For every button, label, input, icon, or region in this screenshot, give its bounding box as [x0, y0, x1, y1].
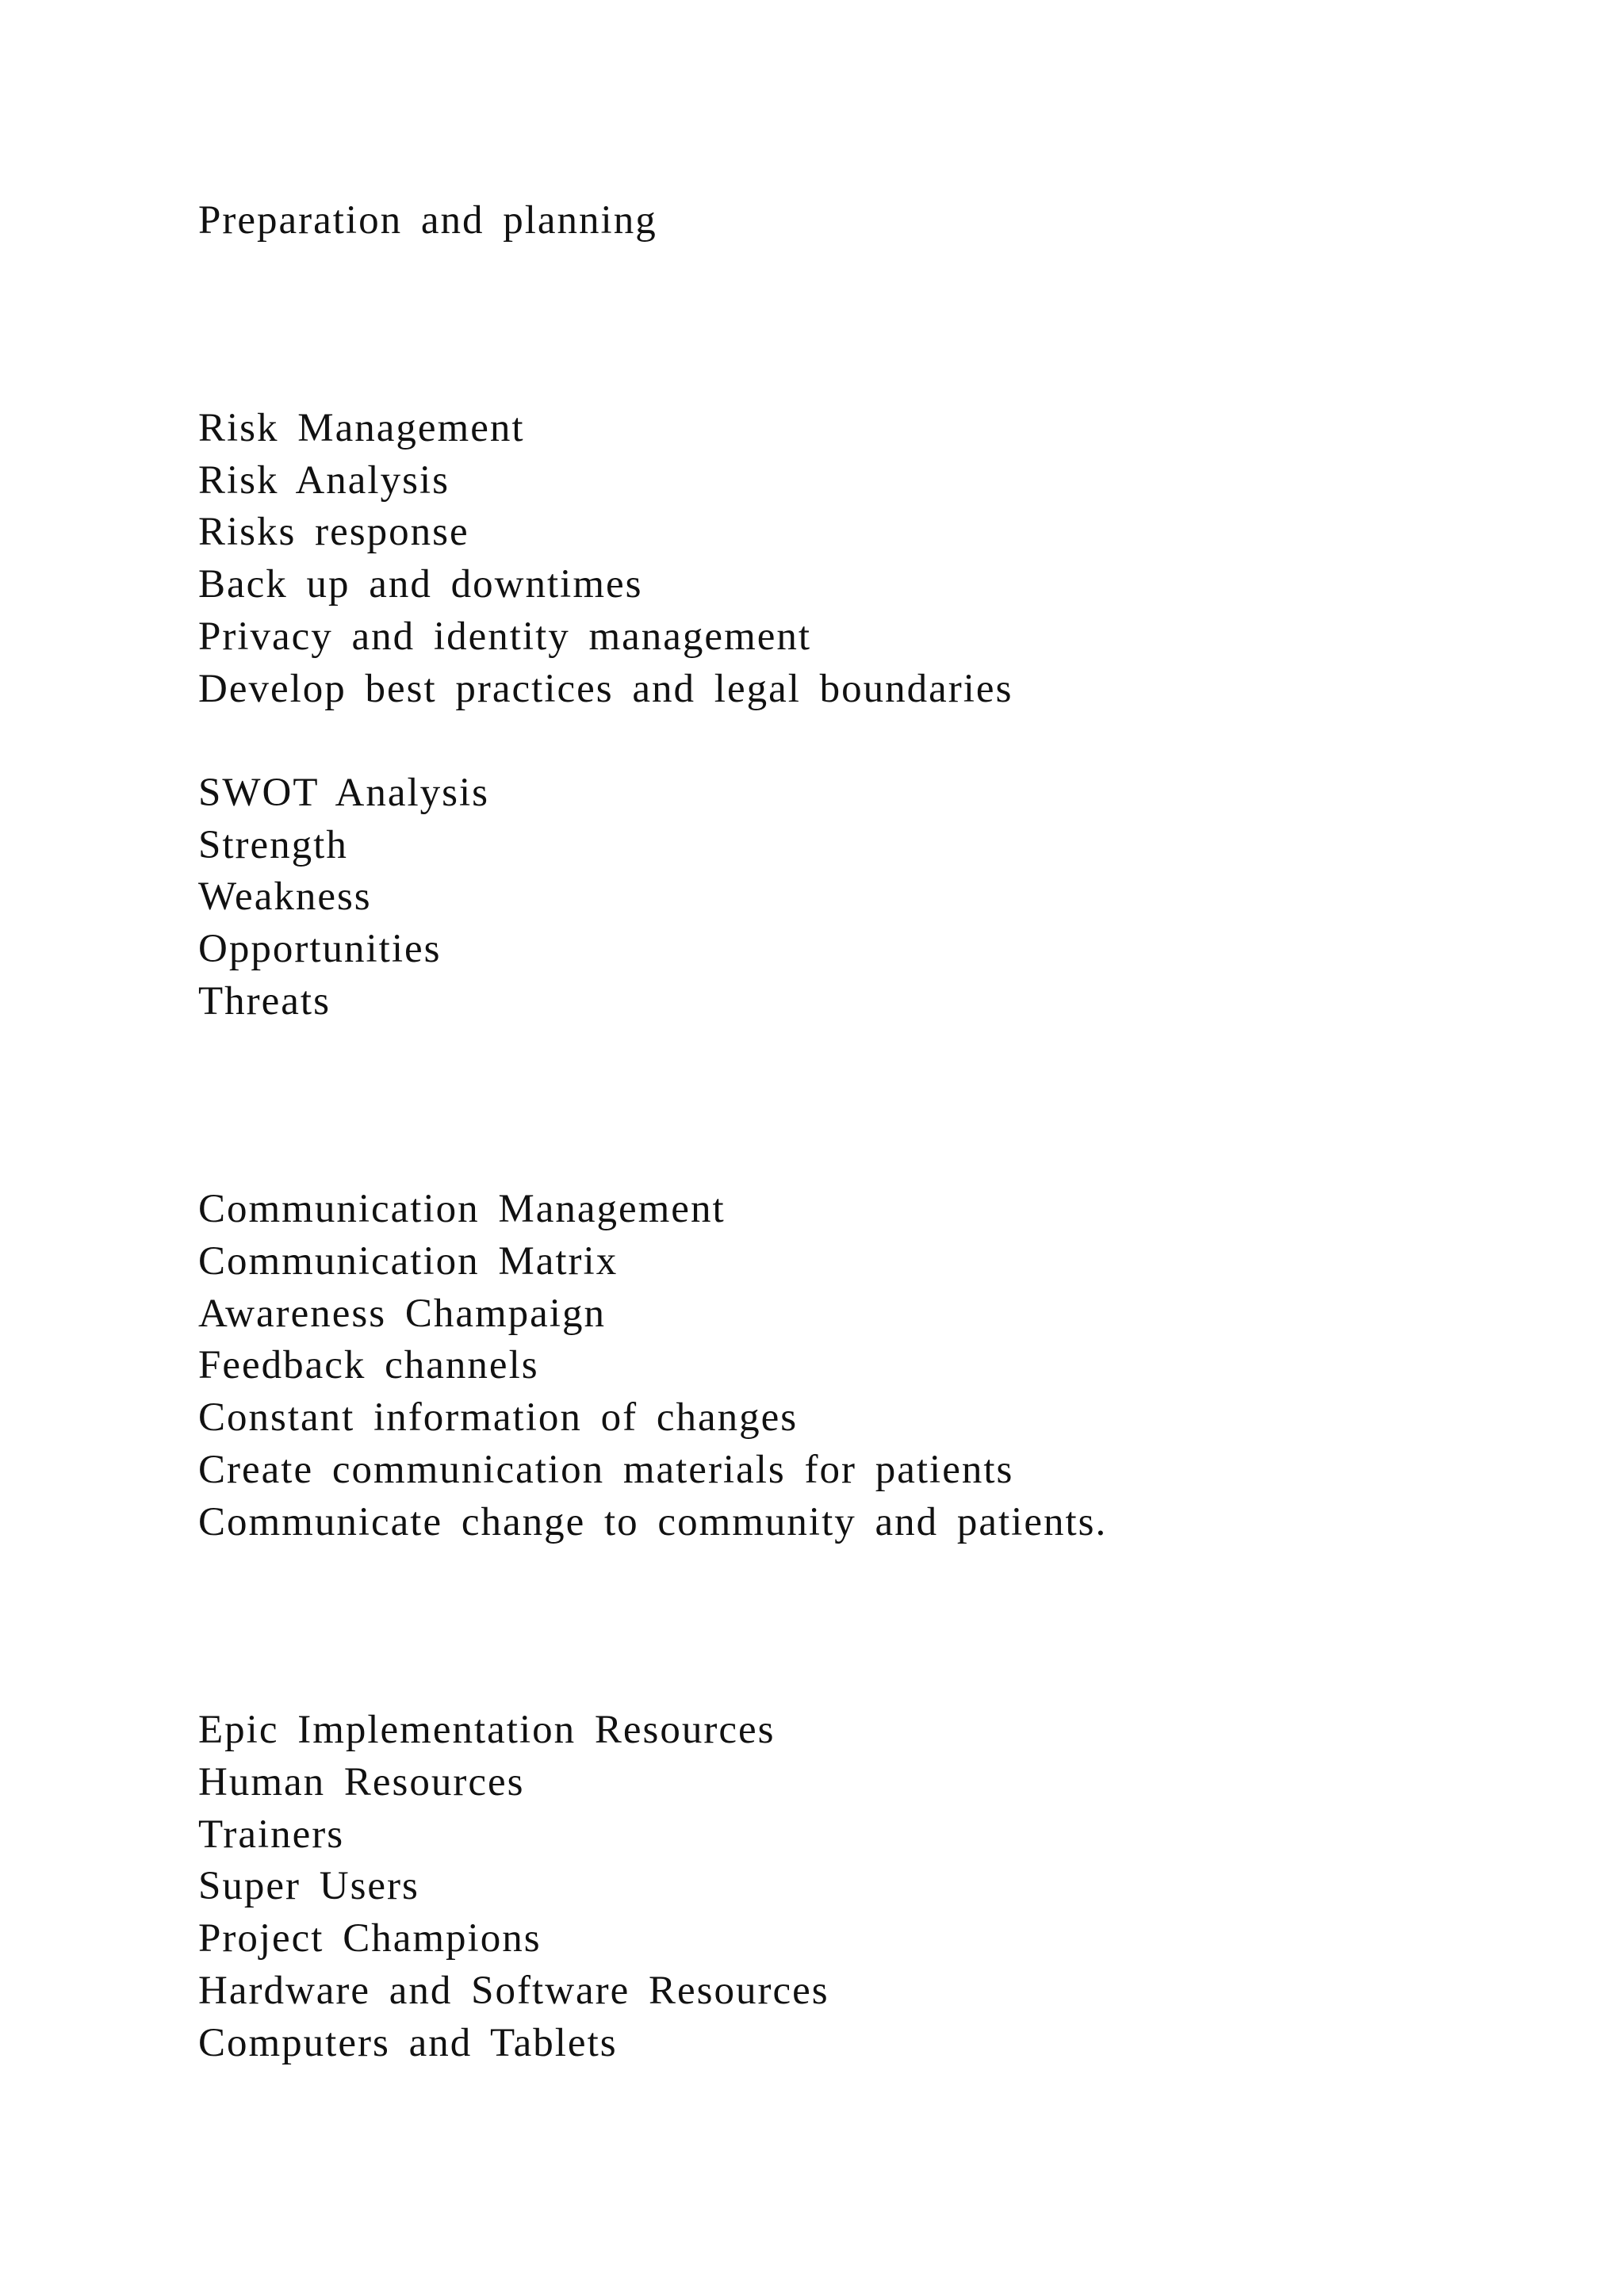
list-item: Strength: [198, 823, 348, 867]
list-item: Privacy and identity management: [198, 614, 812, 659]
list-item: Develop best practices and legal boundaries: [198, 667, 1013, 711]
list-item: Awareness Champaign: [198, 1292, 606, 1336]
list-item: Human Resources: [198, 1760, 525, 1804]
list-item: Risk Analysis: [198, 458, 450, 503]
list-item: Feedback channels: [198, 1343, 539, 1387]
section-heading: Epic Implementation Resources: [198, 1708, 776, 1752]
list-item: Communication Matrix: [198, 1239, 619, 1284]
list-item: Opportunities: [198, 927, 442, 971]
list-item: Computers and Tablets: [198, 2021, 618, 2065]
list-item: Project Champions: [198, 1916, 542, 1961]
section-heading: Communication Management: [198, 1187, 726, 1231]
list-item: Communicate change to community and patients.: [198, 1500, 1108, 1544]
list-item: Threats: [198, 979, 331, 1024]
list-item: Weakness: [198, 874, 372, 919]
list-item: Create communication materials for patients: [198, 1448, 1014, 1492]
list-item: Trainers: [198, 1812, 345, 1857]
list-item: Back up and downtimes: [198, 562, 643, 607]
list-item: Hardware and Software Resources: [198, 1969, 829, 2013]
section-heading: Risk Management: [198, 406, 525, 450]
list-item: Super Users: [198, 1864, 419, 1908]
list-item: Constant information of changes: [198, 1395, 799, 1440]
list-item: Risks response: [198, 510, 469, 554]
section-heading: SWOT Analysis: [198, 771, 489, 815]
document-title: Preparation and planning: [198, 198, 657, 243]
